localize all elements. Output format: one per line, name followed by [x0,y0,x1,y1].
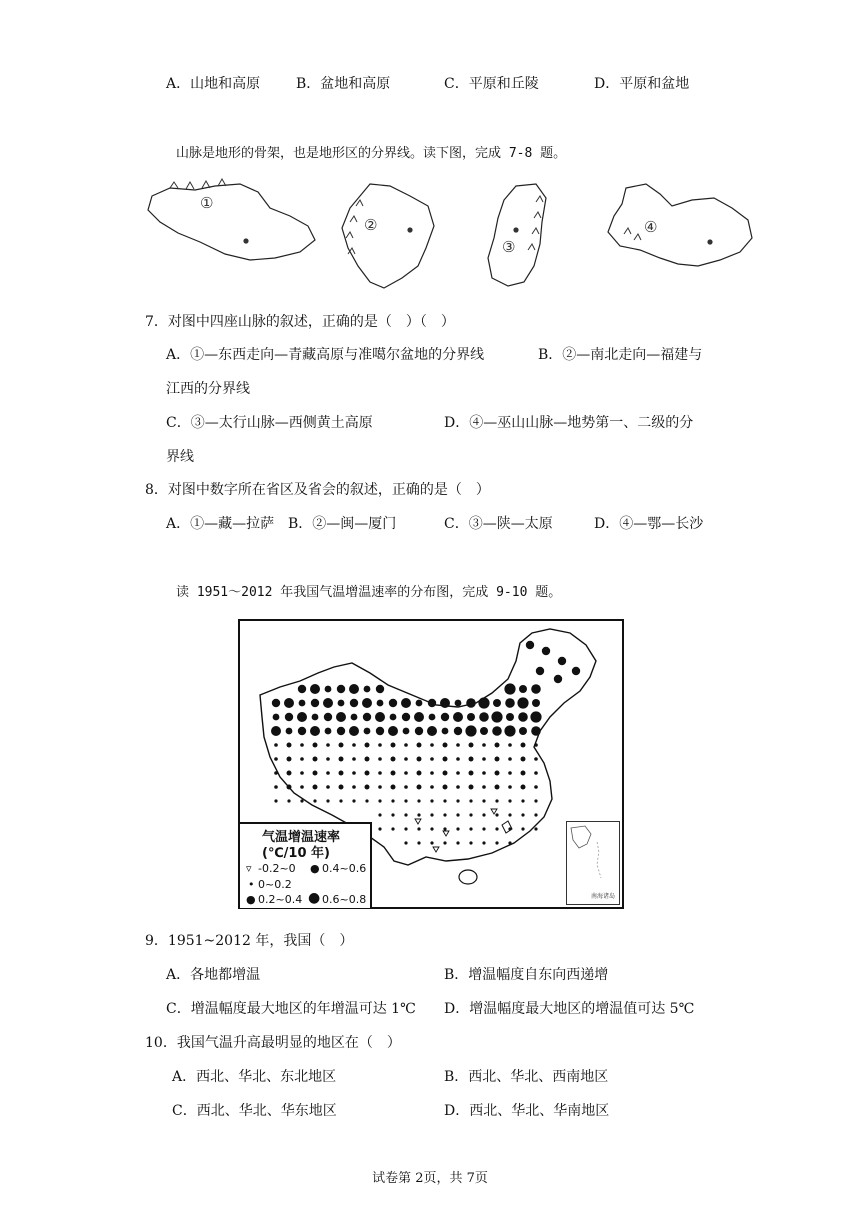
q9-option-d: D．增温幅度最大地区的增温值可达 5℃ [444,1001,695,1017]
station-dot [480,727,488,735]
station-dot [456,813,459,816]
station-dot [287,799,290,802]
station-dot [508,799,511,802]
station-dot [300,743,304,747]
station-dot [478,697,489,708]
q8-option-a: A．①—藏—拉萨 [166,516,275,532]
q7-option-d-cont: 界线 [166,449,194,465]
station-dot [313,743,318,748]
station-dot [326,799,329,802]
station-dot [430,799,433,802]
station-dot [482,757,486,761]
station-dot [508,827,511,830]
station-dot [508,785,512,789]
station-dot [404,743,408,747]
q8-option-b: B．②—闽—厦门 [288,516,397,532]
station-dot [495,743,500,748]
inset-label: 南海诸岛 [590,893,615,900]
station-dot [531,684,541,694]
station-dot [365,743,370,748]
station-dot [285,713,293,721]
station-dot [440,698,450,708]
station-dot [352,743,356,747]
station-dot [430,785,434,789]
station-dot [273,714,280,721]
station-dot [443,743,448,748]
legend-marker-neg: ▿ [246,862,252,875]
station-dot [404,757,408,761]
station-dot [453,712,463,722]
q6-option-a: A．山地和高原 [166,76,261,92]
station-dot [274,743,278,747]
station-dot [310,726,320,736]
station-dot [339,743,344,748]
station-dot [518,712,528,722]
station-dot [313,785,318,790]
station-dot [339,785,344,790]
station-dot [455,700,462,707]
legend-item-04: 0.4~0.6 [322,862,367,875]
station-dot [325,728,332,735]
station-dot [298,685,306,693]
station-dot [430,813,433,816]
station-dot [465,725,476,736]
q10-stem: 10．我国气温升高最明显的地区在（ ） [145,1035,401,1051]
station-dot [495,771,500,776]
station-dot [401,698,411,708]
station-dot [376,685,384,693]
station-dot [363,713,371,721]
station-dot [521,743,526,748]
station-dot [469,771,474,776]
map-label-3: ③ [502,238,516,256]
station-dot [534,743,538,747]
station-dot [456,827,459,830]
station-dot [508,771,512,775]
station-dot [508,841,511,844]
q9-option-b: B．增温幅度自东向西递增 [444,967,609,983]
q7-stem: 7．对图中四座山脉的叙述，正确的是（ ）（ ） [145,314,455,330]
station-dot [428,699,436,707]
map-legend [240,822,372,908]
station-dot [365,799,368,802]
station-dot [534,757,538,761]
station-dot [377,700,384,707]
station-dot [274,757,278,761]
station-dot [558,657,566,665]
station-dot [402,713,410,721]
station-dot [469,799,472,802]
q10-option-b: B．西北、华北、西南地区 [444,1069,609,1085]
station-dot [349,726,359,736]
station-dot [442,728,449,735]
station-dot [531,726,541,736]
station-dot [482,827,485,830]
legend-title-2: (℃/10 年) [262,846,330,861]
station-dot [417,785,422,790]
station-dot [325,686,332,693]
station-dot [456,799,459,802]
station-dot [430,771,434,775]
station-dot [300,799,303,802]
station-dot [339,771,344,776]
legend-item-06: 0.6~0.8 [322,893,367,906]
station-dot [504,683,515,694]
station-dot [443,827,446,830]
station-dot [274,799,277,802]
station-dot [534,771,538,775]
province-maps [140,178,760,298]
station-dot [365,785,370,790]
station-dot [430,841,433,844]
station-dot [456,743,460,747]
station-dot [454,727,462,735]
q7-option-a: A．①—东西走向—青藏高原与准噶尔盆地的分界线 [166,347,485,363]
station-dot [326,743,330,747]
legend-marker-04: ● [310,862,320,875]
intro-7-8: 山脉是地形的骨架，也是地形区的分界线。读下图，完成 7-8 题。 [176,146,567,161]
station-dot [417,841,420,844]
station-dot [365,757,370,762]
station-dot [389,699,397,707]
station-dot [349,684,359,694]
station-dot [337,685,345,693]
station-dot [469,743,474,748]
station-dot [272,699,280,707]
map-label-2: ② [364,216,378,234]
station-dot [391,757,396,762]
station-dot [298,727,306,735]
station-dot [521,771,526,776]
station-dot [300,785,304,789]
station-dot [482,841,485,844]
station-dot [495,757,500,762]
station-dot [326,757,330,761]
station-dot [534,813,537,816]
station-dot [284,698,294,708]
station-dot [391,799,394,802]
station-dot [378,785,382,789]
station-dot [495,799,498,802]
station-dot [521,785,526,790]
station-dot [417,813,420,816]
station-dot [519,685,527,693]
station-dot [326,771,330,775]
station-dot [482,813,485,816]
station-dot [287,785,292,790]
station-dot [572,667,580,675]
station-dot [391,813,394,816]
station-dot [391,771,396,776]
page-footer: 试卷第 2页，共 7页 [372,1171,488,1186]
station-dot [508,743,512,747]
station-dot [430,757,434,761]
station-dot [310,684,320,694]
south-china-sea-inset [566,821,620,905]
q6-option-d: D．平原和盆地 [594,76,690,92]
station-dot [351,714,358,721]
station-dot [378,799,381,802]
q8-option-d: D．④—鄂—长沙 [594,516,704,532]
station-dot [287,771,292,776]
station-dot [482,799,485,802]
station-dot [287,743,292,748]
station-dot [508,757,512,761]
station-dot [274,771,278,775]
station-dot [469,827,472,830]
station-dot [376,727,384,735]
station-dot [430,743,434,747]
station-dot [469,757,474,762]
station-dot [362,698,372,708]
station-dot [495,841,498,844]
station-dot [430,827,433,830]
station-dot [417,827,420,830]
station-dot [404,799,407,802]
q7-option-b-cont: 江西的分界线 [166,381,250,397]
station-dot [542,647,550,655]
station-dot [482,771,486,775]
q8-stem: 8．对图中数字所在省区及省会的叙述，正确的是（ ） [145,482,490,498]
station-dot [378,827,381,830]
legend-marker-00: • [248,878,255,891]
station-dot [311,699,319,707]
station-dot [534,827,537,830]
station-dot [352,771,356,775]
station-dot [519,727,527,735]
station-dot [300,771,304,775]
station-dot [506,713,514,721]
map-label-1: ① [200,194,214,212]
province-map-hubei [600,180,760,280]
station-dot [339,799,342,802]
station-dot [352,785,356,789]
station-dot [482,785,486,789]
station-dot [364,686,371,693]
station-dot [456,771,460,775]
station-dot [530,711,541,722]
station-dot [299,700,306,707]
station-dot [521,827,524,830]
station-dot [417,757,422,762]
station-dot [427,726,437,736]
station-dot [336,712,346,722]
station-dot [467,713,475,721]
station-dot [323,698,333,708]
station-dot [297,712,307,722]
station-dot [313,771,318,776]
station-dot [404,771,408,775]
q9-stem: 9．1951~2012 年，我国（ ） [145,933,354,949]
station-dot [391,827,394,830]
q6-option-c: C．平原和丘陵 [444,76,539,92]
station-dot [493,699,501,707]
station-dot [378,743,382,747]
station-dot [456,785,460,789]
station-dot [536,667,544,675]
q7-option-b: B．②—南北走向—福建与 [538,347,703,363]
q9-option-c: C．增温幅度最大地区的年增温可达 1℃ [166,1001,416,1017]
map-label-4: ④ [644,218,658,236]
station-dot [414,712,424,722]
station-dot [339,757,344,762]
station-dot [517,697,528,708]
station-dot [375,712,385,722]
station-dot [388,726,398,736]
station-dot [534,799,537,802]
station-dot [365,771,370,776]
station-dot [378,757,382,761]
station-dot [416,700,423,707]
q8-option-c: C．③—陕—太原 [444,516,553,532]
station-dot [313,757,318,762]
station-dot [312,714,319,721]
station-dot [521,813,524,816]
q7-option-d: D．④—巫山山脉—地势第一、二级的分 [444,415,694,431]
station-dot [443,841,446,844]
station-dot [443,757,448,762]
station-dot [324,713,332,721]
station-dot [469,841,472,844]
station-dot [443,799,446,802]
station-dot [338,700,345,707]
intro-9-10: 读 1951～2012 年我国气温增温速率的分布图，完成 9-10 题。 [176,585,562,600]
station-dot [403,728,410,735]
station-dot [391,743,396,748]
station-dot [466,698,476,708]
station-dot [352,757,356,761]
station-dot [364,728,371,735]
station-dot [443,785,448,790]
station-dot [378,813,381,816]
station-dot [441,713,449,721]
station-dot [417,771,422,776]
station-dot [274,785,278,789]
province-map-fujian [328,178,443,293]
q10-option-d: D．西北、华北、华南地区 [444,1103,610,1119]
q6-option-b: B．盆地和高原 [296,76,391,92]
legend-marker-02: ● [246,893,256,906]
station-dot [456,841,459,844]
legend-title-1: 气温增温速率 [262,830,341,845]
station-dot [479,712,489,722]
china-warming-map [238,619,624,909]
station-dot [326,785,330,789]
station-dot [313,799,316,802]
station-dot [532,699,540,707]
station-dot [521,757,526,762]
station-dot [495,813,498,816]
station-dot [482,743,486,747]
station-dot [390,714,397,721]
station-dot [469,813,472,816]
station-dot [300,757,304,761]
station-dot [508,813,511,816]
province-map-tibet [140,178,320,278]
station-dot [526,641,534,649]
q10-option-c: C．西北、华北、华东地区 [172,1103,337,1119]
station-dot [404,785,408,789]
station-dot [456,757,460,761]
province-map-shanxi [480,182,560,292]
station-dot [554,675,562,683]
station-dot [352,799,355,802]
station-dot [391,785,396,790]
station-dot [495,785,500,790]
legend-item-02: 0.2~0.4 [258,893,303,906]
station-dot [429,714,436,721]
station-dot [469,785,474,790]
station-dot [491,711,502,722]
q7-option-c: C．③—太行山脉—西侧黄土高原 [166,415,373,431]
station-dot [404,841,407,844]
station-dot [504,725,515,736]
station-dot [404,813,407,816]
station-dot [378,771,382,775]
station-dot [286,728,293,735]
station-dot [337,727,345,735]
station-dot [534,785,538,789]
station-dot [417,743,422,748]
station-dot [495,827,498,830]
station-dot [443,813,446,816]
station-dot [287,757,292,762]
station-dot [505,698,515,708]
station-dot [492,726,502,736]
station-dot [443,771,448,776]
station-dot [404,827,407,830]
station-dot [271,726,281,736]
station-dot [521,799,524,802]
legend-item-neg: -0.2~0 [258,862,296,875]
legend-marker-06: ● [308,890,321,906]
q9-option-a: A．各地都增温 [166,967,261,983]
station-dot [417,799,420,802]
q10-option-a: A．西北、华北、东北地区 [172,1069,337,1085]
station-dot [350,699,358,707]
legend-item-00: 0~0.2 [258,878,292,891]
station-dot [415,727,423,735]
